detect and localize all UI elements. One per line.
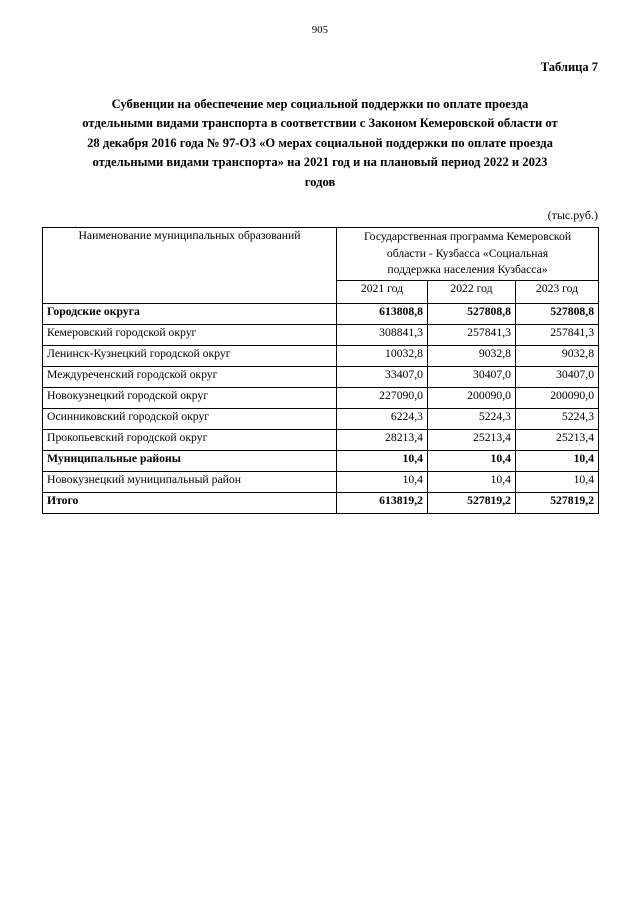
row-label: Муниципальные районы bbox=[43, 450, 337, 471]
header-year-2021: 2021 год bbox=[337, 280, 428, 303]
row-label: Кемеровский городской округ bbox=[43, 324, 337, 345]
header-state-program bbox=[337, 228, 599, 281]
row-value-2021-год: 10032,8 bbox=[337, 345, 428, 366]
row-value-2022-год: 10,4 bbox=[428, 450, 516, 471]
row-label: Новокузнецкий городской округ bbox=[43, 387, 337, 408]
table-label: Таблица 7 bbox=[540, 60, 598, 74]
table-body bbox=[43, 303, 599, 513]
row-value-2023-год: 527819,2 bbox=[516, 492, 599, 513]
table-row bbox=[43, 492, 599, 513]
table-row bbox=[43, 408, 599, 429]
row-value-2023-год: 10,4 bbox=[516, 450, 599, 471]
subventions-table bbox=[42, 227, 599, 514]
units-note: (тыс.руб.) bbox=[547, 208, 598, 222]
table-row bbox=[43, 450, 599, 471]
table-row bbox=[43, 387, 599, 408]
row-label: Ленинск-Кузнецкий городской округ bbox=[43, 345, 337, 366]
row-label: Новокузнецкий муниципальный район bbox=[43, 471, 337, 492]
page-number: 905 bbox=[311, 25, 329, 36]
header-year-2023: 2023 год bbox=[516, 280, 599, 303]
row-value-2023-год: 200090,0 bbox=[516, 387, 599, 408]
row-value-2021-год: 10,4 bbox=[337, 450, 428, 471]
title-line-4: отдельными видами транспорта» на 2021 год и на плановый период 2022 и 2023 bbox=[92, 155, 548, 170]
table-row bbox=[43, 303, 599, 324]
row-value-2022-год: 9032,8 bbox=[428, 345, 516, 366]
row-value-2023-год: 527808,8 bbox=[516, 303, 599, 324]
row-label: Осинниковский городской округ bbox=[43, 408, 337, 429]
page-title bbox=[55, 95, 585, 192]
title-line-5: годов bbox=[304, 174, 336, 189]
row-value-2021-год: 613808,8 bbox=[337, 303, 428, 324]
subventions-table-container bbox=[42, 227, 598, 514]
table-row bbox=[43, 429, 599, 450]
row-value-2021-год: 10,4 bbox=[337, 471, 428, 492]
row-value-2023-год: 30407,0 bbox=[516, 366, 599, 387]
header-state-program-line-2: области - Кузбасса «Социальная bbox=[386, 246, 549, 260]
row-label: Прокопьевский городской округ bbox=[43, 429, 337, 450]
title-line-3: 28 декабря 2016 года № 97-ОЗ «О мерах социальной поддержки по оплате проезда bbox=[87, 135, 553, 150]
row-value-2022-год: 527808,8 bbox=[428, 303, 516, 324]
row-value-2023-год: 10,4 bbox=[516, 471, 599, 492]
table-head bbox=[43, 228, 599, 304]
row-label: Городские округа bbox=[43, 303, 337, 324]
row-value-2022-год: 527819,2 bbox=[428, 492, 516, 513]
table-row bbox=[43, 324, 599, 345]
table-row bbox=[43, 471, 599, 492]
header-year-2022: 2022 год bbox=[428, 280, 516, 303]
row-value-2021-год: 28213,4 bbox=[337, 429, 428, 450]
row-value-2023-год: 257841,3 bbox=[516, 324, 599, 345]
row-value-2022-год: 10,4 bbox=[428, 471, 516, 492]
row-value-2021-год: 308841,3 bbox=[337, 324, 428, 345]
row-value-2022-год: 30407,0 bbox=[428, 366, 516, 387]
row-value-2022-год: 25213,4 bbox=[428, 429, 516, 450]
table-row bbox=[43, 345, 599, 366]
row-label: Междуреченский городской округ bbox=[43, 366, 337, 387]
row-value-2021-год: 6224,3 bbox=[337, 408, 428, 429]
row-value-2022-год: 200090,0 bbox=[428, 387, 516, 408]
row-value-2023-год: 9032,8 bbox=[516, 345, 599, 366]
row-label: Итого bbox=[43, 492, 337, 513]
header-municipality-name: Наименование муниципальных образований bbox=[43, 228, 337, 304]
row-value-2022-год: 5224,3 bbox=[428, 408, 516, 429]
row-value-2021-год: 33407,0 bbox=[337, 366, 428, 387]
row-value-2022-год: 257841,3 bbox=[428, 324, 516, 345]
row-value-2023-год: 5224,3 bbox=[516, 408, 599, 429]
title-line-1: Субвенции на обеспечение мер социальной поддержки по оплате проезда bbox=[111, 97, 529, 111]
row-value-2021-год: 227090,0 bbox=[337, 387, 428, 408]
table-row bbox=[43, 366, 599, 387]
row-value-2023-год: 25213,4 bbox=[516, 429, 599, 450]
table-header-row-main bbox=[43, 228, 599, 281]
header-state-program-line-1: Государственная программа Кемеровской bbox=[363, 230, 572, 243]
row-value-2021-год: 613819,2 bbox=[337, 492, 428, 513]
title-line-2: отдельными видами транспорта в соответствии с Законом Кемеровской области от bbox=[82, 116, 558, 131]
header-state-program-line-3: поддержка населения Кузбасса» bbox=[387, 263, 548, 276]
